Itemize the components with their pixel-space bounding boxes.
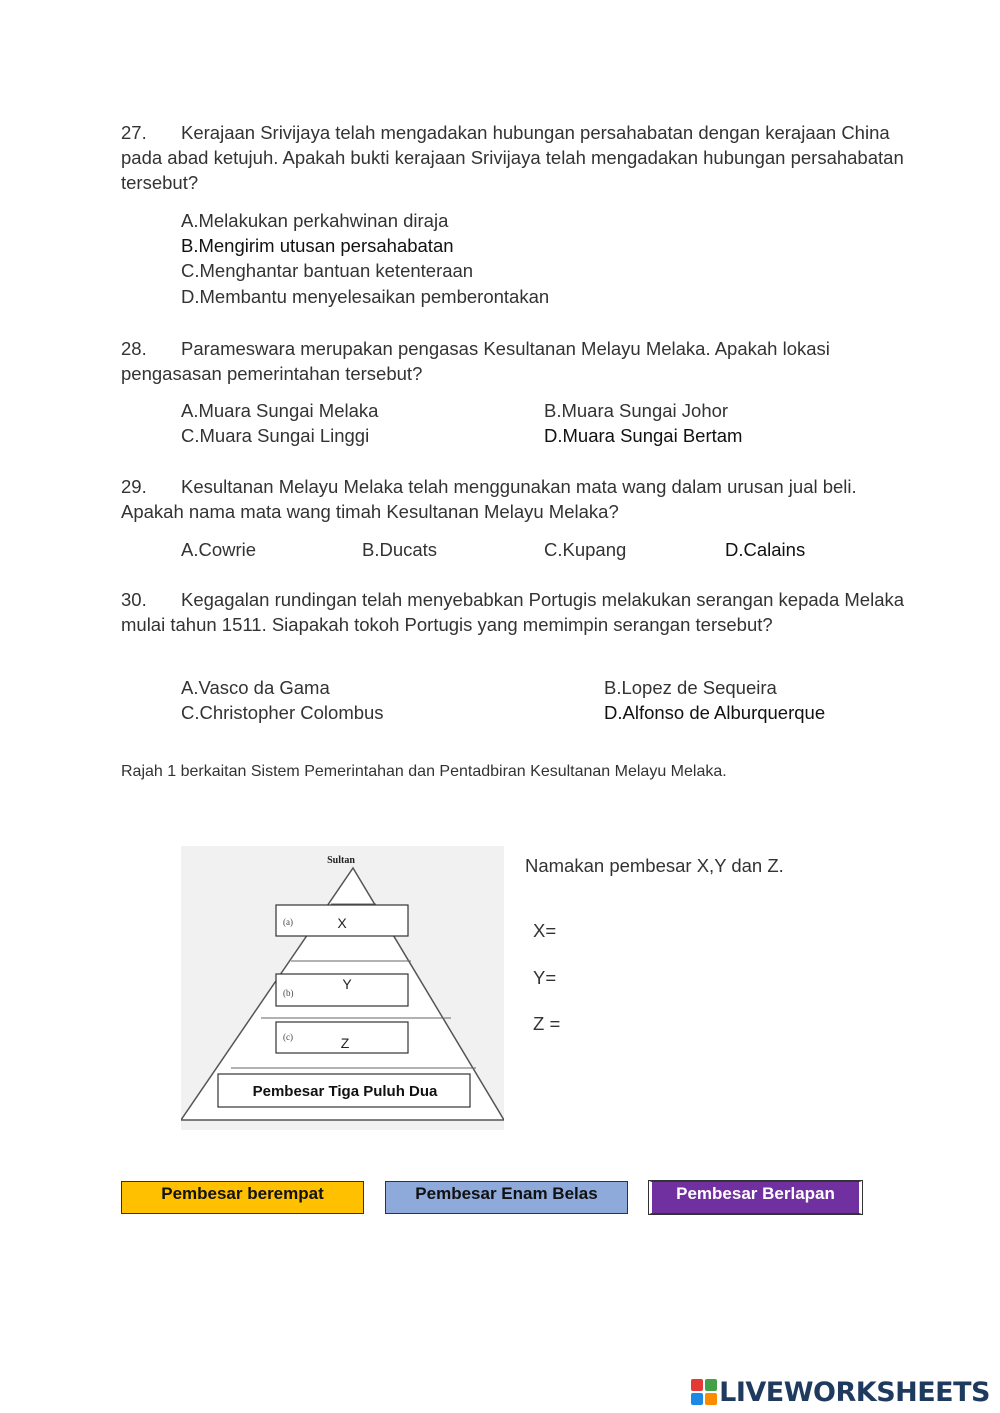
option-28c: C.Muara Sungai Linggi — [181, 425, 370, 446]
figure-caption: Rajah 1 berkaitan Sistem Pemerintahan dan Pentadbiran Kesultanan Melayu Melaka. — [121, 763, 727, 780]
option-27a: A.Melakukan perkahwinan diraja — [181, 210, 449, 231]
question-29 — [121, 474, 911, 524]
question-text: Kesultanan Melayu Melaka telah menggunakan mata wang dalam urusan jual beli. Apakah nama mata wang timah Kesultanan Melayu Melaka? — [121, 476, 857, 522]
row-z-tag: (c) — [283, 1032, 293, 1042]
row-x-tag: (a) — [283, 917, 293, 927]
sultan-label: Sultan — [327, 855, 355, 866]
option-30a: A.Vasco da Gama — [181, 677, 330, 698]
drag-option-pembesar-berlapan[interactable]: Pembesar Berlapan — [649, 1181, 862, 1214]
row-y-tag: (b) — [283, 988, 294, 998]
question-number: 27. — [121, 122, 147, 143]
question-30 — [121, 587, 911, 637]
option-30b: B.Lopez de Sequeira — [604, 677, 777, 698]
question-27 — [121, 120, 911, 195]
answer-z-label: Z = — [533, 1013, 561, 1034]
row-z-letter: Z — [340, 1035, 350, 1051]
question-number: 29. — [121, 476, 147, 497]
question-28 — [121, 336, 911, 386]
option-29c: C.Kupang — [544, 539, 627, 560]
option-28a: A.Muara Sungai Melaka — [181, 400, 379, 421]
option-27b: B.Mengirim utusan persahabatan — [181, 235, 454, 256]
option-28d: D.Muara Sungai Bertam — [544, 425, 743, 446]
drag-option-pembesar-berempat[interactable]: Pembesar berempat — [121, 1181, 364, 1214]
prompt-title: Namakan pembesar X,Y dan Z. — [525, 855, 784, 876]
option-29a: A.Cowrie — [181, 539, 257, 560]
option-27c: C.Menghantar bantuan ketenteraan — [181, 260, 474, 281]
row-y-letter: Y — [342, 976, 352, 992]
liveworksheets-logo — [691, 1376, 990, 1408]
pyramid-diagram — [181, 846, 504, 1130]
question-text: Kegagalan rundingan telah menyebabkan Portugis melakukan serangan kepada Melaka mulai tahun 1511. Siapakah tokoh Portugis yang memimpin serangan tersebut? — [121, 589, 905, 635]
pyramid-svg — [181, 846, 504, 1130]
question-number: 30. — [121, 589, 147, 610]
option-27d: D.Membantu menyelesaikan pemberontakan — [181, 286, 550, 307]
row-x-letter: X — [337, 915, 347, 931]
drag-option-pembesar-enam-belas[interactable]: Pembesar Enam Belas — [385, 1181, 628, 1214]
question-text: Kerajaan Srivijaya telah mengadakan hubungan persahabatan dengan kerajaan China pada abad ketujuh. Apakah bukti kerajaan Srivijaya telah mengadakan hubungan persahabatan tersebut? — [121, 122, 904, 193]
answer-x-label: X= — [533, 920, 557, 941]
option-29d: D.Calains — [725, 539, 806, 560]
question-text: Parameswara merupakan pengasas Kesultanan Melayu Melaka. Apakah lokasi pengasasan pemerintahan tersebut? — [121, 338, 830, 384]
option-30c: C.Christopher Colombus — [181, 702, 384, 723]
question-number: 28. — [121, 338, 147, 359]
bottom-row-label: Pembesar Tiga Puluh Dua — [252, 1083, 438, 1100]
option-29b: B.Ducats — [362, 539, 438, 560]
answer-y-label: Y= — [533, 967, 557, 988]
option-28b: B.Muara Sungai Johor — [544, 400, 729, 421]
option-30d: D.Alfonso de Alburquerque — [604, 702, 826, 723]
brand-text: LIVEWORKSHEETS — [719, 1376, 990, 1408]
liveworksheets-icon — [691, 1379, 717, 1405]
